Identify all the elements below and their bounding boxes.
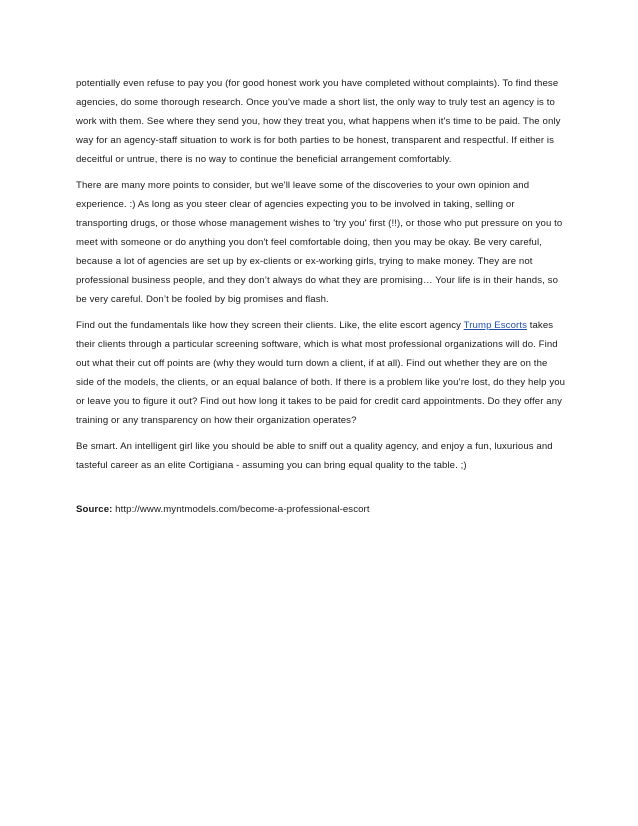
paragraph-fundamentals xyxy=(76,316,566,430)
source-url: http://www.myntmodels.com/become-a-professional-escort xyxy=(112,504,370,515)
paragraph-fundamentals-text-start: Find out the fundamentals like how they screen their clients. Like, the elite escort agency xyxy=(76,320,464,331)
source-line xyxy=(76,500,566,519)
paragraph-agency-research: potentially even refuse to pay you (for good honest work you have completed without complaints). To find these agencies, do some thorough research. Once you've made a short list, the only way to truly test an agency is to work with them. See where they send you, how they treat you, what happens when it's time to be paid. The only way for an agency-staff situation to work is for both parties to be honest, transparent and respectful. If either is deceitful or untrue, there is no way to continue the beneficial arrangement comfortably. xyxy=(76,78,561,165)
trump-escorts-link[interactable]: Trump Escorts xyxy=(463,320,527,331)
paragraph-fundamentals-text-end: takes their clients through a particular screening software, which is what most professional organizations will do. Find out what their cut off points are (why they would turn down a client, if at all). Find out whether they are on the side of the models, the clients, or an equal balance of both. If there is a problem like you’re lost, do they help you or leave you to figure it out? Find out how long it takes to be paid for credit card appointments. Do they offer any training or any transparency on how their organization operates? xyxy=(76,320,566,426)
paragraph-be-smart: Be smart. An intelligent girl like you should be able to sniff out a quality agency, and enjoy a fun, luxurious and tasteful career as an elite Cortigiana - assuming you can bring equal quality to the table. ;) xyxy=(76,441,553,471)
document-page xyxy=(76,74,566,526)
source-label: Source: xyxy=(76,504,113,515)
paragraph-points-to-consider: There are many more points to consider, but we'll leave some of the discoveries to your own opinion and experience. :) As long as you steer clear of agencies expecting you to be involved in taking, selling or transporting drugs, or those whose management wishes to 'try you' first (!!), or those who put pressure on you to meet with someone or do anything you don't feel comfortable doing, then you may be okay. Be very careful, because a lot of agencies are set up by ex-clients or ex-working girls, trying to make money. They are not professional business people, and they don’t always do what they are promising… Your life is in their hands, so be very careful. Don’t be fooled by big promises and flash. xyxy=(76,180,563,305)
